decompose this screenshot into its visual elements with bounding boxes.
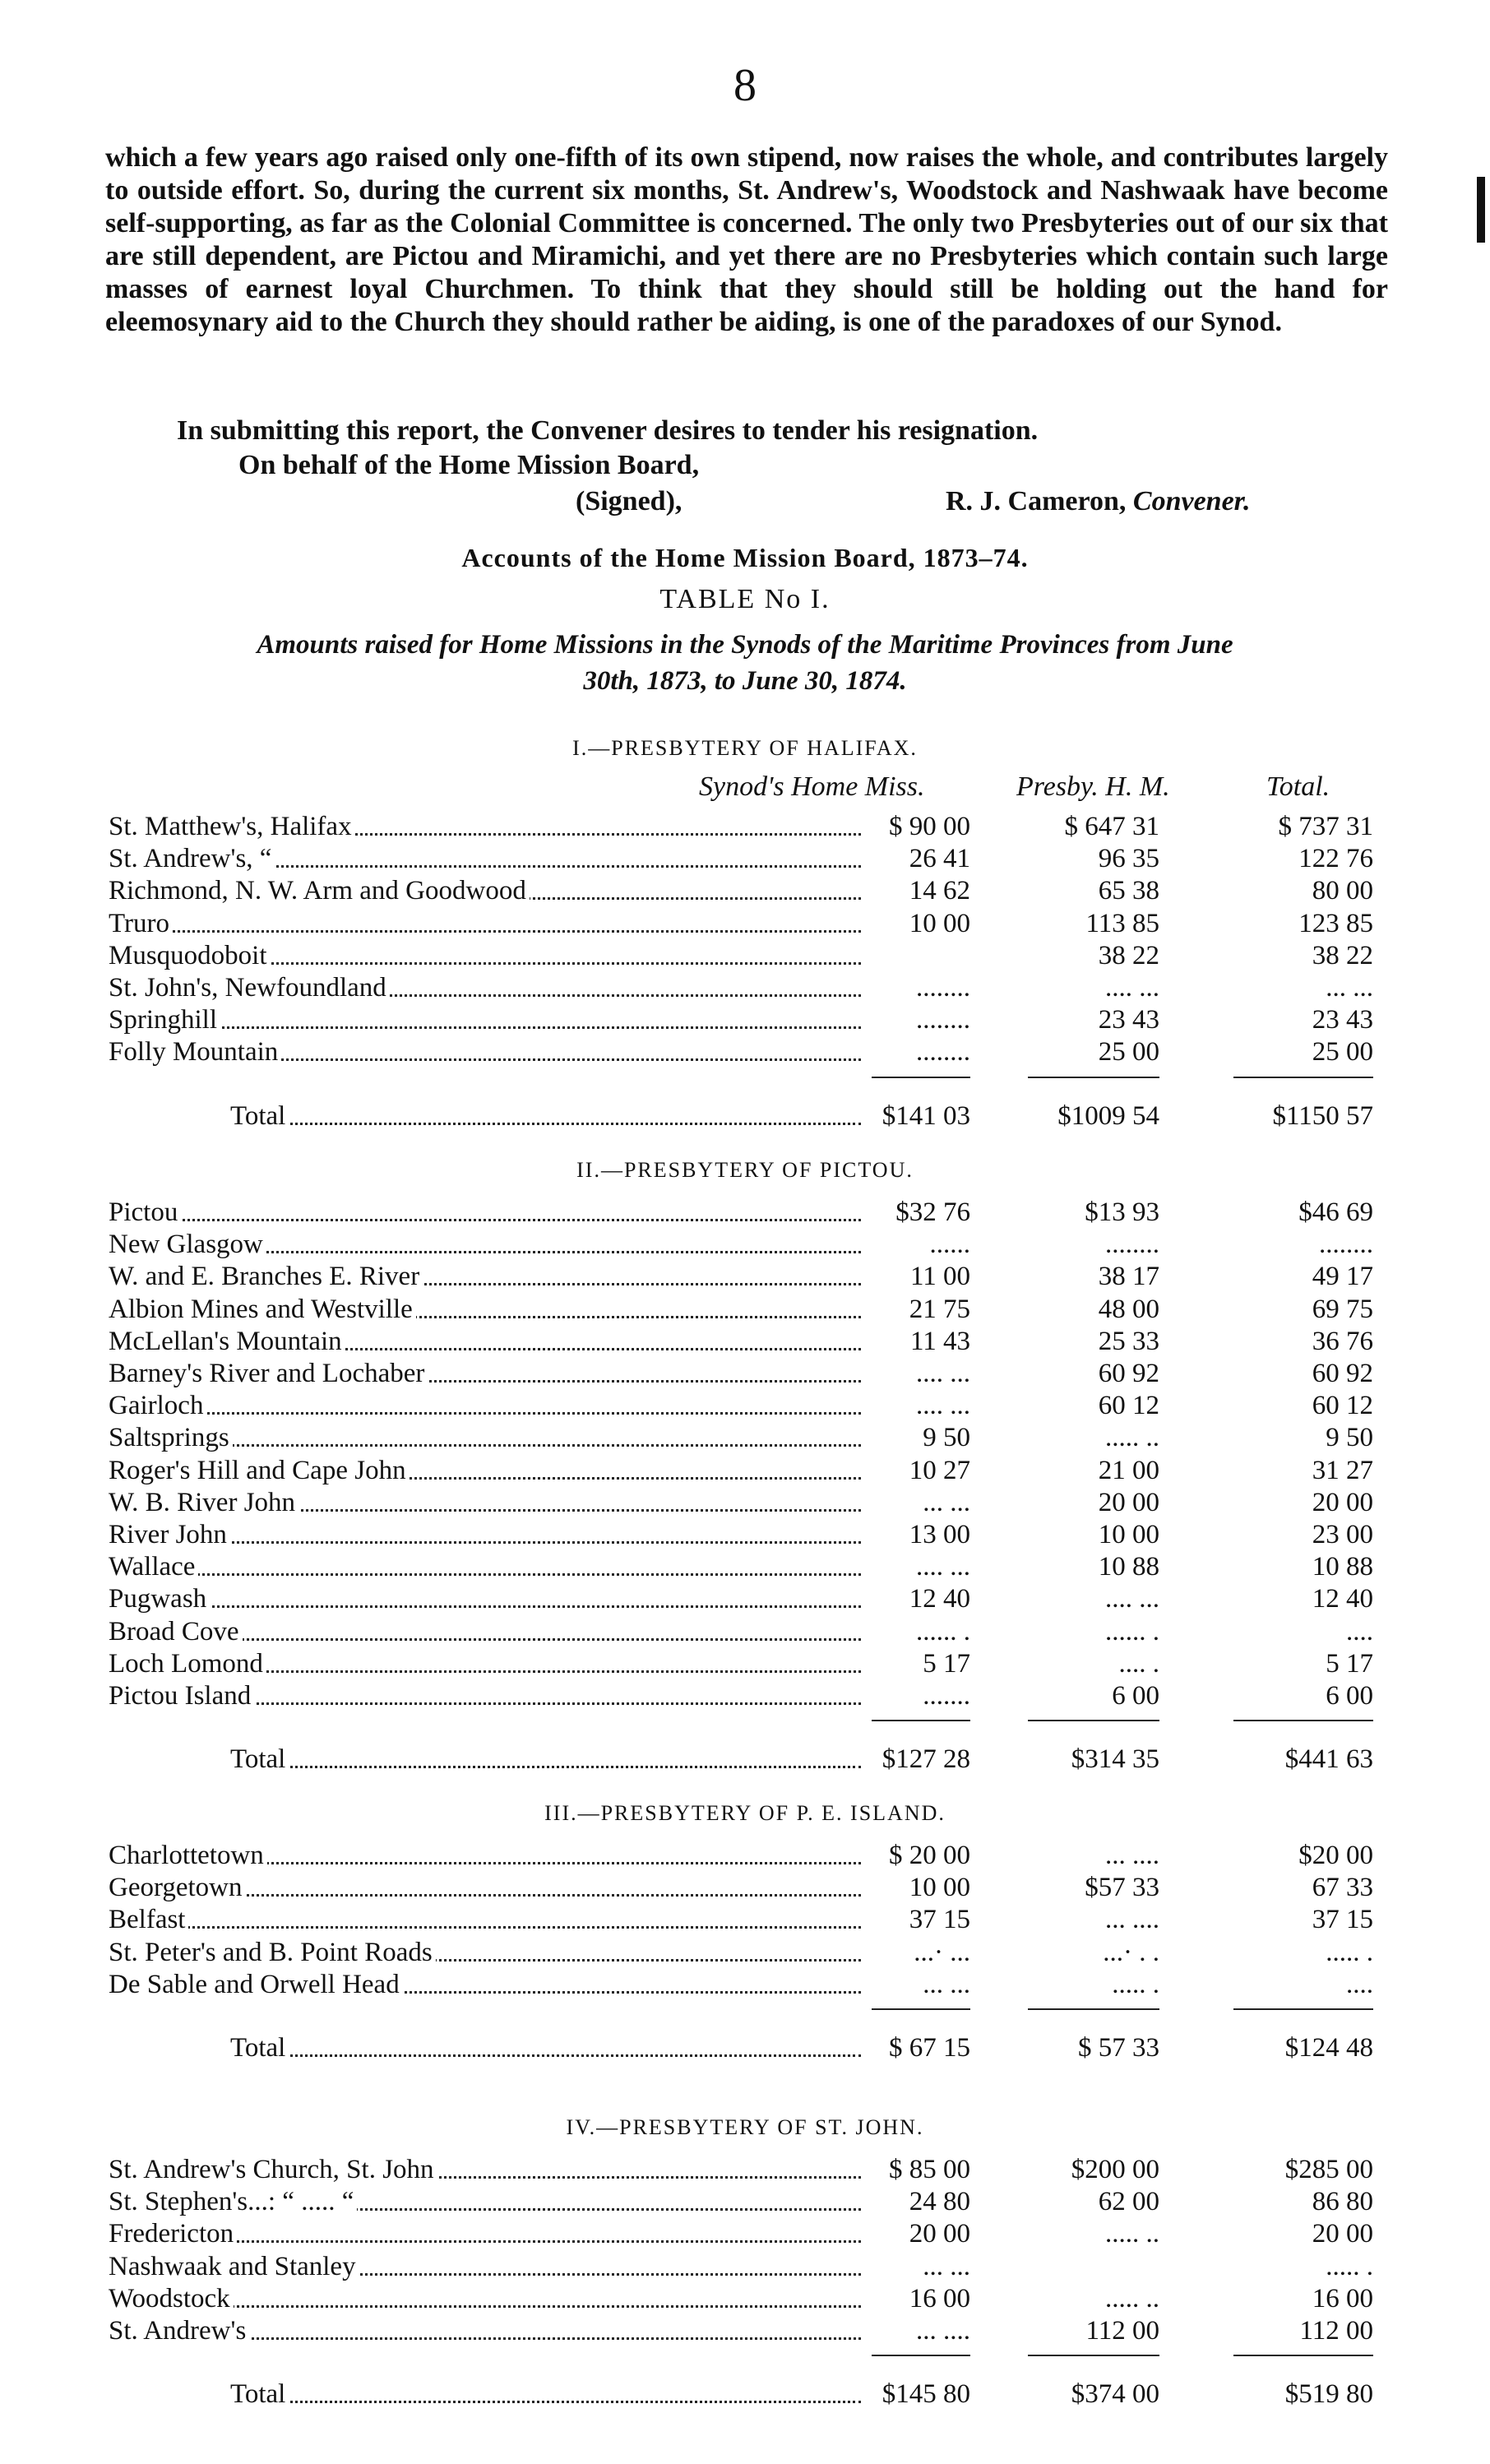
congregation-name <box>109 1359 865 1389</box>
total-rule <box>1028 1077 1159 1078</box>
presby-amount: 60 12 <box>1098 1391 1159 1421</box>
accounts-heading: Accounts of the Home Mission Board, 1873–74. <box>461 543 1029 572</box>
total-rule <box>1233 2355 1373 2356</box>
total-amount: 67 33 <box>1312 1873 1373 1903</box>
congregation-label: Roger's Hill and Cape John <box>109 1456 410 1485</box>
table-row <box>0 1327 1490 1359</box>
synod-amount: $ 90 00 <box>889 812 970 841</box>
synod-amount: 21 75 <box>909 1294 970 1324</box>
table-row <box>0 2187 1490 2220</box>
congregation-label: St. Peter's and B. Point Roads <box>109 1938 436 1967</box>
congregation-label: Wallace <box>109 1552 198 1582</box>
table-row <box>0 941 1490 974</box>
congregation-name <box>109 2219 865 2249</box>
total-rule <box>1233 2008 1373 2010</box>
congregation-name <box>109 1584 865 1614</box>
presby-amount: .... ... <box>1105 973 1159 1003</box>
table-row <box>0 1552 1490 1585</box>
presby-amount: ... .... <box>1105 1841 1159 1870</box>
total-rule <box>1233 1077 1373 1078</box>
total-amount: 37 15 <box>1312 1905 1373 1935</box>
presbytery-title: I.—PRESBYTERY OF HALIFAX. <box>572 736 918 760</box>
synod-total: $127 28 <box>882 1744 970 1775</box>
congregation-label: Belfast <box>109 1905 188 1934</box>
synod-amount: 11 43 <box>909 1326 970 1356</box>
presby-amount: 21 00 <box>1098 1455 1159 1485</box>
total-amount: $ 737 31 <box>1278 812 1373 841</box>
congregation-name <box>109 2187 865 2217</box>
column-header-presby: Presby. H. M. <box>1016 771 1170 802</box>
total-amount: 60 12 <box>1312 1391 1373 1421</box>
synod-amount: ... ... <box>923 2251 970 2281</box>
congregation-name <box>109 1841 865 1871</box>
grand-total: $519 80 <box>1284 2379 1373 2410</box>
table-row <box>0 1905 1490 1938</box>
synod-amount: ... .... <box>916 2316 970 2346</box>
congregation-label: Pictou <box>109 1197 181 1227</box>
congregation-name <box>109 1456 865 1486</box>
margin-mark <box>1477 177 1485 243</box>
total-row <box>0 2379 1490 2412</box>
total-amount: 60 92 <box>1312 1359 1373 1388</box>
presby-amount: .... . <box>1118 1648 1159 1679</box>
congregation-name <box>109 2155 865 2185</box>
congregation-name <box>109 1681 865 1711</box>
signatory-name: R. J. Cameron, <box>946 486 1127 516</box>
table-row <box>0 876 1490 909</box>
congregation-name <box>109 1552 865 1582</box>
table-row <box>0 1873 1490 1906</box>
synod-amount: 9 50 <box>923 1423 970 1453</box>
presby-amount: 113 85 <box>1085 908 1159 938</box>
table-row <box>0 844 1490 877</box>
congregation-name <box>109 1295 865 1325</box>
synod-amount: 11 00 <box>909 1262 970 1292</box>
congregation-label: Pictou Island <box>109 1681 254 1711</box>
congregation-label: Loch Lomond <box>109 1649 266 1679</box>
table-row <box>0 2316 1490 2349</box>
congregation-label: New Glasgow <box>109 1230 266 1259</box>
total-label: Total <box>230 1101 289 1131</box>
table-row <box>0 909 1490 942</box>
congregation-label: Musquodoboit <box>109 941 271 970</box>
total-amount: 31 27 <box>1312 1455 1373 1485</box>
table-row <box>0 1456 1490 1489</box>
synod-amount: ....... <box>923 1681 970 1711</box>
congregation-name <box>109 1905 865 1935</box>
total-amount: ..... . <box>1326 2251 1373 2281</box>
table-row <box>0 2252 1490 2285</box>
table-row <box>0 1197 1490 1230</box>
congregation-label: St. Stephen's...: “ ..... “ <box>109 2187 357 2216</box>
total-amount: 38 22 <box>1312 940 1373 970</box>
congregation-label: Georgetown <box>109 1873 246 1902</box>
congregation-label: Truro <box>109 909 173 938</box>
table-row <box>0 1681 1490 1714</box>
closing-line-1: In submitting this report, the Convener desires to tender his resignation. <box>177 415 1039 446</box>
congregation-label: St. Andrew's Church, St. John <box>109 2155 437 2184</box>
column-header-synod: Synod's Home Miss. <box>699 771 925 802</box>
total-row <box>0 2033 1490 2066</box>
presby-amount: 60 92 <box>1098 1359 1159 1388</box>
presby-amount: $13 93 <box>1085 1197 1159 1227</box>
congregation-name <box>109 876 865 906</box>
presby-amount: 65 38 <box>1098 876 1159 906</box>
congregation-label: Saltsprings <box>109 1423 233 1452</box>
presby-total: $ 57 33 <box>1078 2033 1159 2063</box>
synod-total: $ 67 15 <box>889 2033 970 2063</box>
grand-total: $1150 57 <box>1272 1100 1373 1131</box>
total-amount: .... <box>1346 1616 1373 1647</box>
total-amount: 12 40 <box>1312 1584 1373 1614</box>
total-amount: 9 50 <box>1326 1423 1373 1453</box>
total-label: Total <box>230 2379 289 2409</box>
congregation-label: St. John's, Newfoundland <box>109 973 390 1003</box>
table-subtitle-line-2: 30th, 1873, to June 30, 1874. <box>583 666 907 696</box>
congregation-label: St. Andrew's <box>109 2316 249 2346</box>
presby-amount: ...· . . <box>1103 1937 1159 1967</box>
table-row <box>0 1037 1490 1070</box>
total-amount: 20 00 <box>1312 2219 1373 2249</box>
total-amount: 86 80 <box>1312 2187 1373 2217</box>
synod-total: $141 03 <box>882 1100 970 1131</box>
congregation-label: De Sable and Orwell Head <box>109 1970 403 1999</box>
presby-amount: ........ <box>1105 1230 1159 1260</box>
presbytery-title: IV.—PRESBYTERY OF ST. JOHN. <box>566 2115 924 2139</box>
grand-total: $124 48 <box>1284 2033 1373 2063</box>
congregation-name <box>109 1938 865 1968</box>
page-number: 8 <box>733 60 757 111</box>
congregation-name <box>109 1617 865 1647</box>
total-rule <box>872 2355 970 2356</box>
table-row <box>0 1938 1490 1971</box>
total-amount: 69 75 <box>1312 1294 1373 1324</box>
congregation-name <box>109 1327 865 1357</box>
presby-amount: ..... . <box>1112 1969 1159 1999</box>
presby-amount: $ 647 31 <box>1064 812 1159 841</box>
congregation-label: Fredericton <box>109 2219 237 2249</box>
total-rule <box>1233 1720 1373 1721</box>
presby-amount: ...... . <box>1105 1616 1159 1647</box>
column-header-total: Total. <box>1266 771 1330 802</box>
synod-amount: .... ... <box>916 1359 970 1388</box>
total-amount: 16 00 <box>1312 2283 1373 2313</box>
total-rule <box>872 1077 970 1078</box>
table-row <box>0 1295 1490 1327</box>
congregation-label: Woodstock <box>109 2284 234 2313</box>
total-amount: 122 76 <box>1298 844 1373 874</box>
total-rule <box>1028 2008 1159 2010</box>
presby-total: $374 00 <box>1071 2379 1159 2410</box>
total-amount: 25 00 <box>1312 1037 1373 1068</box>
presbytery-title: II.—PRESBYTERY OF PICTOU. <box>576 1158 914 1182</box>
congregation-label: Pugwash <box>109 1584 210 1614</box>
synod-amount: ........ <box>916 1037 970 1068</box>
total-label: Total <box>230 2033 289 2063</box>
signatory-role: Convener. <box>1132 486 1251 516</box>
congregation-name <box>109 909 865 939</box>
congregation-name <box>109 1970 865 2000</box>
congregation-name <box>109 973 865 1003</box>
congregation-label: Barney's River and Lochaber <box>109 1359 428 1388</box>
signature <box>946 486 1251 517</box>
total-amount: 23 00 <box>1312 1520 1373 1549</box>
table-row <box>0 1230 1490 1262</box>
congregation-name <box>109 2316 865 2346</box>
table-row <box>0 1841 1490 1873</box>
synod-amount: 10 27 <box>909 1455 970 1485</box>
total-amount: 80 00 <box>1312 876 1373 906</box>
synod-amount: ........ <box>916 973 970 1003</box>
table-row <box>0 1520 1490 1553</box>
synod-amount: 37 15 <box>909 1905 970 1935</box>
total-amount: ... ... <box>1326 973 1373 1003</box>
congregation-label: Folly Mountain <box>109 1037 281 1067</box>
congregation-label: Richmond, N. W. Arm and Goodwood <box>109 876 530 905</box>
table-row <box>0 1391 1490 1424</box>
table-row <box>0 1005 1490 1038</box>
congregation-name <box>109 941 865 971</box>
total-amount: 20 00 <box>1312 1487 1373 1517</box>
congregation-label: River John <box>109 1520 230 1549</box>
synod-amount: ...... . <box>916 1616 970 1647</box>
table-row <box>0 1488 1490 1521</box>
congregation-name <box>109 1005 865 1035</box>
presby-amount: 23 43 <box>1098 1005 1159 1035</box>
presby-amount: 10 00 <box>1098 1520 1159 1549</box>
congregation-label: Nashwaak and Stanley <box>109 2252 359 2281</box>
total-amount: $285 00 <box>1284 2155 1373 2184</box>
presby-amount: ... .... <box>1105 1905 1159 1935</box>
synod-amount: ... ... <box>923 1969 970 1999</box>
synod-amount: 16 00 <box>909 2283 970 2313</box>
presby-amount: $200 00 <box>1071 2155 1159 2184</box>
table-row <box>0 2284 1490 2317</box>
intro-paragraph-text: which a few years ago raised only one-fifth of its own stipend, now raises the whole, and contributes largely to outside effort. So, during the current six months, St. Andrew's, Woodstock and Nashwaak have become self-supporting, as far as the Colonial Committee is concerned. The only two Presbyteries out of our six that are still dependent, are Pictou and Miramichi, and yet there are no Presbyteries which contain such large masses of earnest loyal Churchmen. To think that they should still be holding out the hand for eleemosynary aid to the Church they should rather be aiding, is one of the paradoxes of our Synod. <box>105 142 1388 337</box>
total-amount: 10 88 <box>1312 1552 1373 1582</box>
presby-amount: 38 17 <box>1098 1262 1159 1292</box>
congregation-label: McLellan's Mountain <box>109 1327 345 1356</box>
synod-amount: ...... <box>929 1230 970 1260</box>
synod-amount: 12 40 <box>909 1584 970 1614</box>
synod-amount: $32 76 <box>895 1197 970 1227</box>
presby-amount: 38 22 <box>1098 940 1159 970</box>
congregation-name <box>109 1873 865 1903</box>
table-row <box>0 1584 1490 1617</box>
presby-amount: 6 00 <box>1112 1681 1159 1711</box>
presby-amount: 25 00 <box>1098 1037 1159 1068</box>
congregation-label: Gairloch <box>109 1391 206 1420</box>
table-row <box>0 1262 1490 1295</box>
congregation-label: W. and E. Branches E. River <box>109 1262 423 1291</box>
congregation-label: W. B. River John <box>109 1488 298 1517</box>
presby-amount: 10 88 <box>1098 1552 1159 1582</box>
congregation-label: St. Andrew's, “ <box>109 844 275 873</box>
synod-amount: 14 62 <box>909 876 970 906</box>
total-rule <box>872 2008 970 2010</box>
total-amount: ..... . <box>1326 1937 1373 1967</box>
total-row <box>0 1101 1490 1134</box>
presbytery-title: III.—PRESBYTERY OF P. E. ISLAND. <box>544 1801 946 1825</box>
congregation-label: Albion Mines and Westville <box>109 1295 416 1324</box>
table-row <box>0 1649 1490 1682</box>
synod-amount: .... ... <box>916 1552 970 1582</box>
synod-amount: ........ <box>916 1005 970 1035</box>
total-amount: 112 00 <box>1299 2316 1373 2346</box>
grand-total: $441 63 <box>1284 1744 1373 1775</box>
table-row <box>0 2155 1490 2188</box>
total-amount: ........ <box>1319 1230 1373 1260</box>
presby-amount: 25 33 <box>1098 1326 1159 1356</box>
synod-amount: .... ... <box>916 1391 970 1421</box>
congregation-name <box>109 1423 865 1453</box>
presby-amount: 62 00 <box>1098 2187 1159 2217</box>
table-row <box>0 1970 1490 2003</box>
table-row <box>0 1359 1490 1392</box>
congregation-name <box>109 1391 865 1421</box>
synod-amount: $ 20 00 <box>889 1841 970 1870</box>
congregation-name <box>109 812 865 842</box>
table-label: TABLE No I. <box>659 584 831 614</box>
table-row <box>0 973 1490 1006</box>
total-amount: $20 00 <box>1298 1841 1373 1870</box>
congregation-name <box>109 1197 865 1228</box>
synod-amount: $ 85 00 <box>889 2155 970 2184</box>
presby-amount: ..... .. <box>1105 2283 1159 2313</box>
presby-total: $314 35 <box>1071 1744 1159 1775</box>
congregation-name <box>109 1262 865 1292</box>
total-amount: .... <box>1346 1969 1373 1999</box>
intro-paragraph <box>105 141 1388 339</box>
closing-line-2: On behalf of the Home Mission Board, <box>238 450 700 480</box>
total-label: Total <box>230 1744 289 1774</box>
presby-amount: ..... .. <box>1105 1423 1159 1453</box>
total-amount: 6 00 <box>1326 1681 1373 1711</box>
synod-amount: 24 80 <box>909 2187 970 2217</box>
table-row <box>0 1423 1490 1456</box>
table-subtitle-line-1: Amounts raised for Home Missions in the Synods of the Maritime Provinces from June <box>257 630 1233 660</box>
total-amount: $46 69 <box>1298 1197 1373 1227</box>
congregation-name <box>109 2252 865 2282</box>
total-amount: 123 85 <box>1298 908 1373 938</box>
presby-amount: 112 00 <box>1085 2316 1159 2346</box>
total-rule <box>1028 1720 1159 1721</box>
synod-amount: 13 00 <box>909 1520 970 1549</box>
congregation-name <box>109 1520 865 1550</box>
congregation-label: Broad Cove <box>109 1617 243 1647</box>
presby-amount: 96 35 <box>1098 844 1159 874</box>
table-row <box>0 1617 1490 1650</box>
congregation-name <box>109 844 865 874</box>
presby-amount: 48 00 <box>1098 1294 1159 1324</box>
presby-amount: .... ... <box>1105 1584 1159 1614</box>
presby-amount: ..... .. <box>1105 2219 1159 2249</box>
total-amount: 49 17 <box>1312 1262 1373 1292</box>
synod-amount: ...· ... <box>914 1937 970 1967</box>
congregation-name <box>109 1037 865 1068</box>
synod-amount: 10 00 <box>909 1873 970 1903</box>
congregation-name <box>109 1649 865 1679</box>
total-rule <box>872 1720 970 1721</box>
synod-amount: 5 17 <box>923 1648 970 1679</box>
signed-label: (Signed), <box>576 486 683 516</box>
congregation-name <box>109 2284 865 2314</box>
presby-amount: 20 00 <box>1098 1487 1159 1517</box>
table-row <box>0 812 1490 845</box>
congregation-name <box>109 1230 865 1260</box>
total-amount: 36 76 <box>1312 1326 1373 1356</box>
synod-amount: 26 41 <box>909 844 970 874</box>
total-amount: 5 17 <box>1326 1648 1373 1679</box>
congregation-label: Charlottetown <box>109 1841 267 1870</box>
total-row <box>0 1744 1490 1777</box>
synod-total: $145 80 <box>882 2379 970 2410</box>
congregation-label: St. Matthew's, Halifax <box>109 812 355 841</box>
presby-total: $1009 54 <box>1057 1100 1159 1131</box>
congregation-label: Springhill <box>109 1005 220 1035</box>
synod-amount: 10 00 <box>909 908 970 938</box>
total-rule <box>1028 2355 1159 2356</box>
congregation-name <box>109 1488 865 1518</box>
synod-amount: ... ... <box>923 1487 970 1517</box>
presby-amount: $57 33 <box>1085 1873 1159 1903</box>
synod-amount: 20 00 <box>909 2219 970 2249</box>
total-amount: 23 43 <box>1312 1005 1373 1035</box>
table-row <box>0 2219 1490 2252</box>
